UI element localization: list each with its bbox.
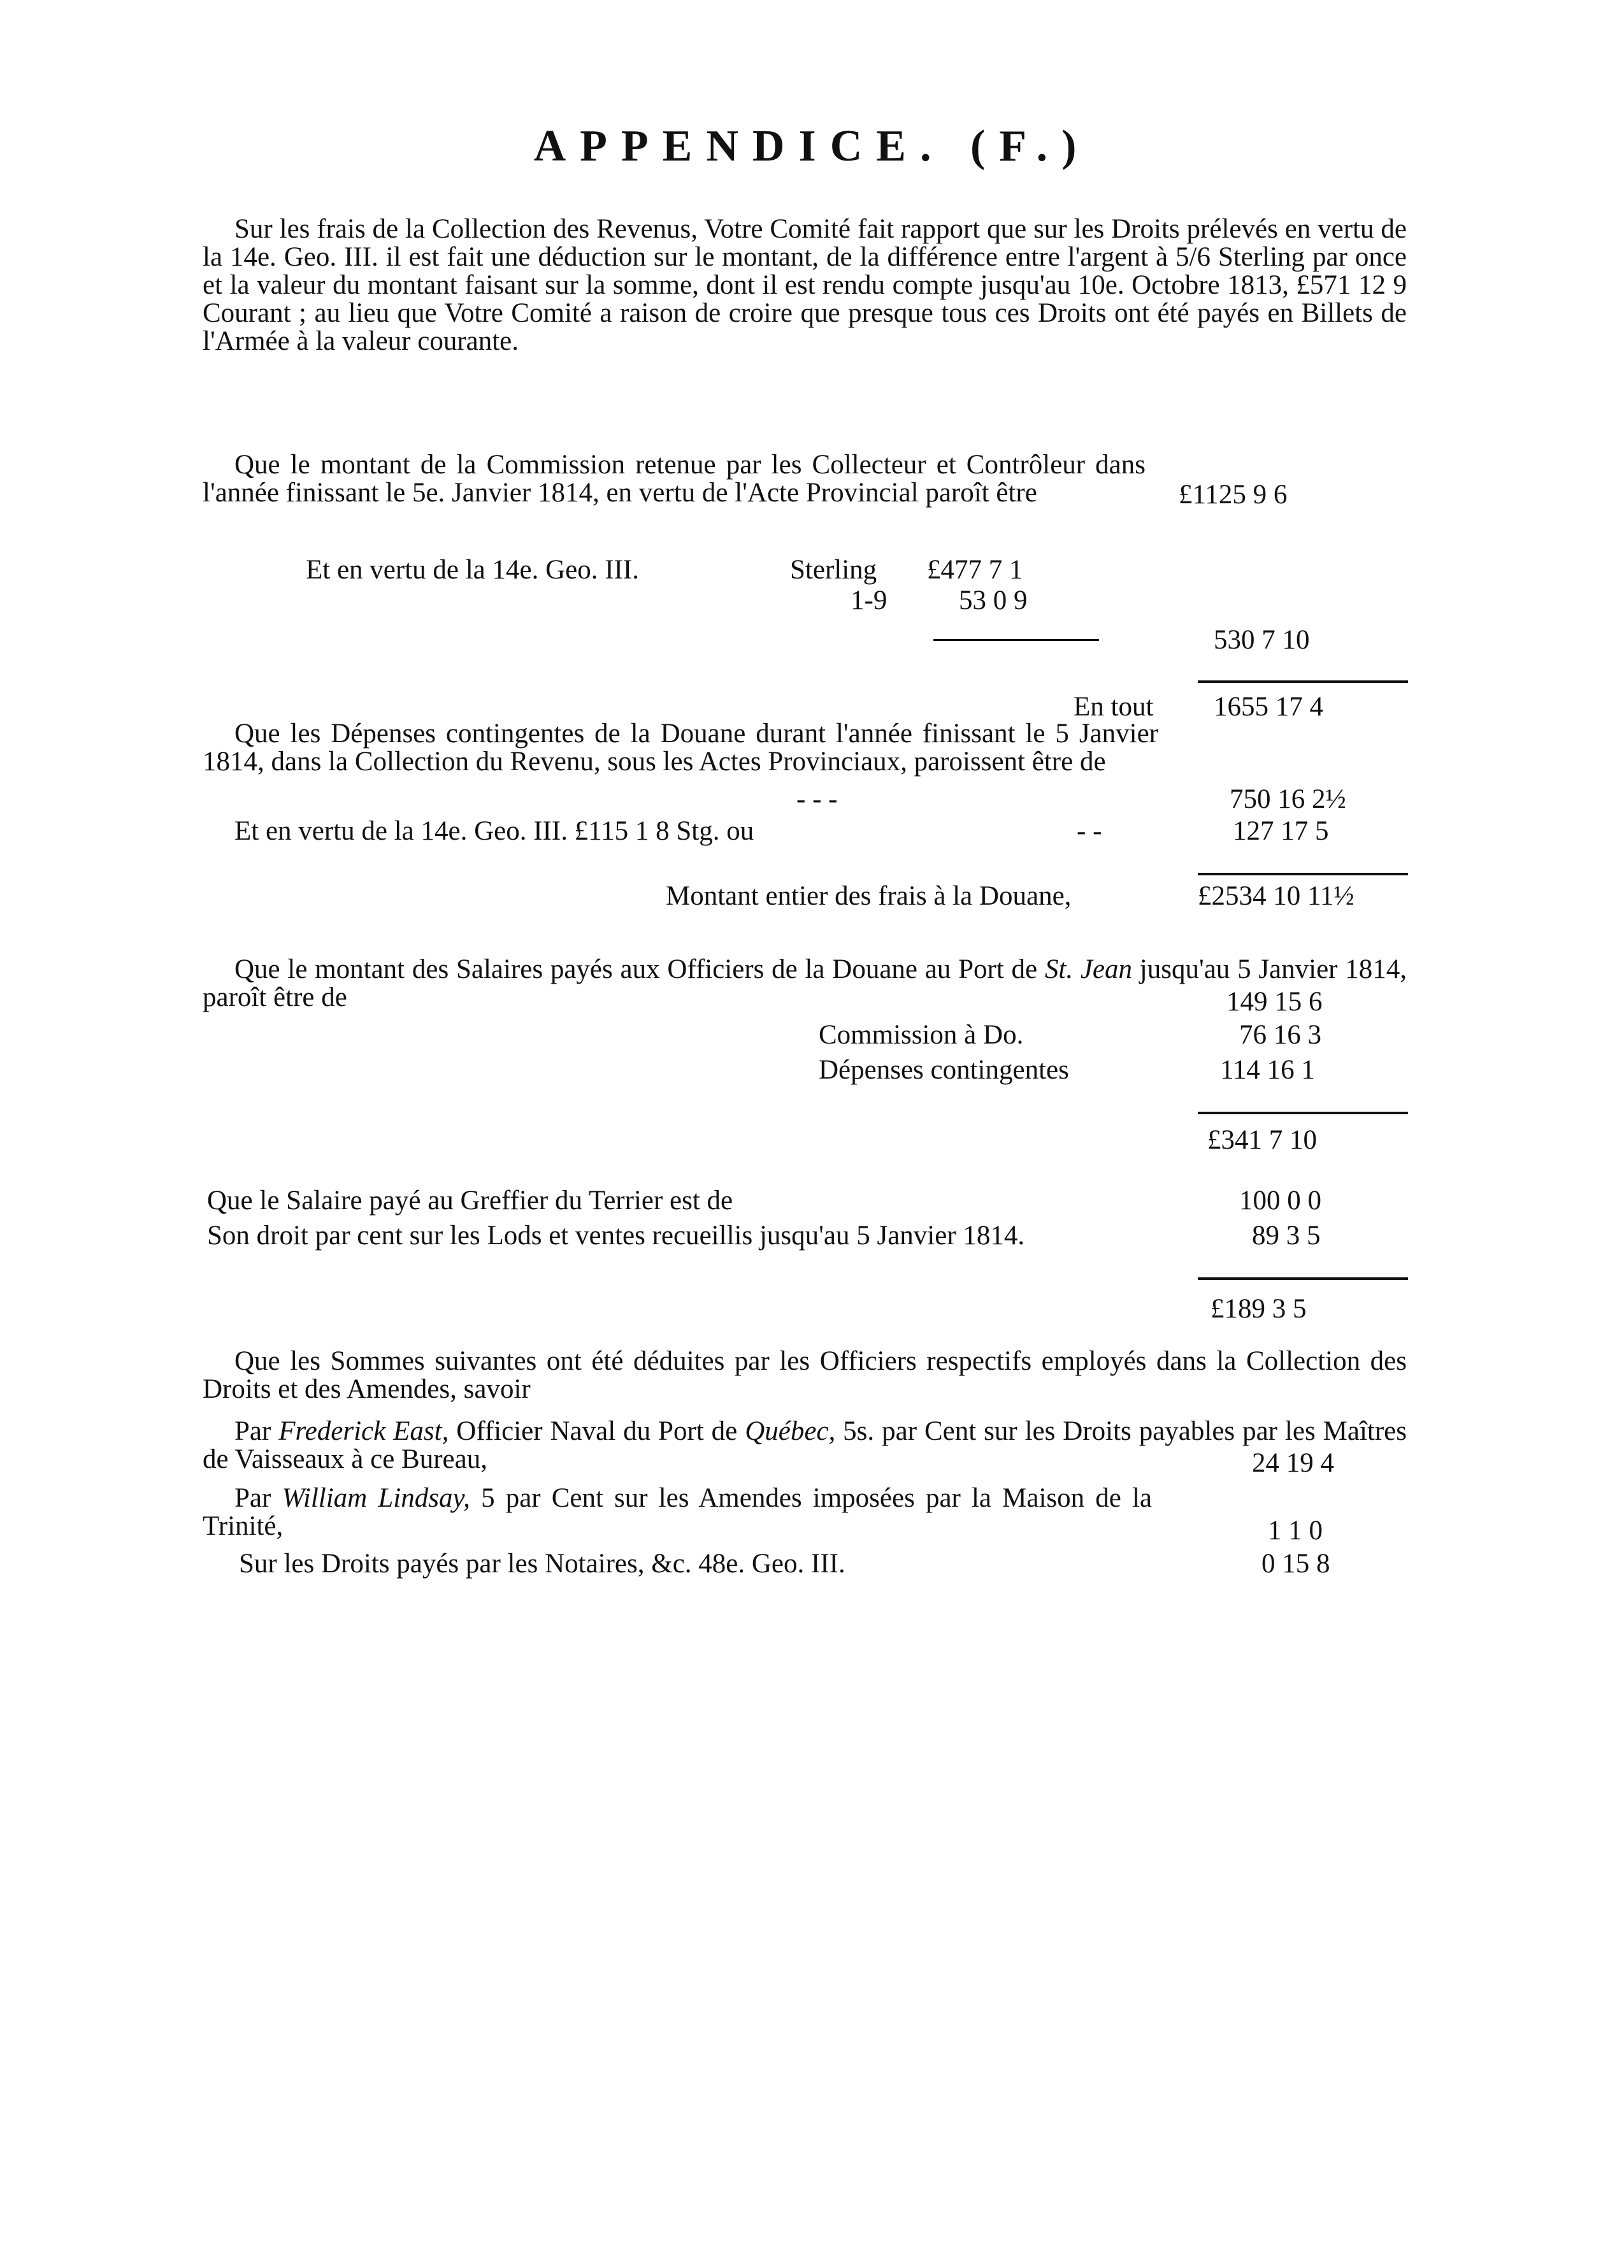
east-amount: 24 19 4	[1252, 1448, 1334, 1478]
stjean-commission-amount: 76 16 3	[1239, 1020, 1321, 1050]
contingent-geo-dashes: - -	[1077, 816, 1102, 846]
commission-geo-label: Et en vertu de la 14e. Geo. III.	[306, 555, 639, 585]
stjean-text-pre: Que le montant des Salaires payés aux Officiers de la Douane au Port de	[234, 954, 1045, 984]
contingent-total-label: Montant entier des frais à la Douane,	[666, 881, 1072, 911]
terrier-amount1: 100 0 0	[1239, 1186, 1321, 1216]
commission-ninth-label: 1-9	[851, 585, 887, 615]
page-title: APPENDICE. (F.)	[533, 122, 1091, 171]
commission-total: 1655 17 4	[1214, 692, 1323, 722]
rule-contingent-total	[1198, 873, 1408, 875]
rule-stjean-total	[1198, 1112, 1408, 1114]
lindsay-amount: 1 1 0	[1268, 1516, 1323, 1546]
commission-paragraph: Que le montant de la Commission retenue par les Collecteur et Contrôleur dans l'année finissant le 5e. Janvier 1814, en vertu de l'Acte Provincial paroît être	[203, 450, 1146, 508]
notaires-amount: 0 15 8	[1261, 1549, 1330, 1579]
east-name: Frederick East,	[278, 1416, 449, 1446]
stjean-text-post: jusqu'au 5 Janvier 1814, paroît être de	[203, 954, 1407, 1012]
stjean-amount: 149 15 6	[1226, 987, 1323, 1017]
contingent-paragraph: Que les Dépenses contingentes de la Douane durant l'année finissant le 5 Janvier 1814, dans la Collection du Revenu, sous les Actes Provinciaux, paroissent être de	[203, 719, 1158, 777]
stjean-contingent-label: Dépenses contingentes	[819, 1055, 1069, 1085]
rule-commission-total	[1198, 680, 1408, 683]
rule-commission-sub	[933, 639, 1099, 641]
commission-sterling-amount: £477 7 1	[927, 555, 1023, 585]
lindsay-name: William Lindsay,	[282, 1483, 470, 1513]
intro-paragraph: Sur les frais de la Collection des Revenus, Votre Comité fait rapport que sur les Droits prélevés en vertu de la 14e. Geo. III. il est fait une déduction sur le montant, de la différence entre l'argent à 5/6 Sterling par once et la valeur du montant faisant sur la somme, dont il est rendu compte jusqu'au 10e. Octobre 1813, £571 12 9 Courant ; au lieu que Votre Comité a raison de croire que presque tous ces Droits ont été payés en Billets de l'Armée à la valeur courante.	[203, 214, 1407, 356]
contingent-geo-amount: 127 17 5	[1233, 816, 1329, 846]
east-post: 5s. par Cent sur les Droits payables par les Maîtres de Vaisseaux à ce Bureau,	[203, 1416, 1407, 1474]
terrier-total: £189 3 5	[1211, 1294, 1307, 1324]
contingent-total: £2534 10 11½	[1198, 881, 1355, 911]
commission-ninth-amount: 53 0 9	[959, 585, 1028, 615]
stjean-place: St. Jean	[1044, 954, 1133, 984]
terrier-amount2: 89 3 5	[1252, 1221, 1321, 1251]
east-pre: Par	[234, 1416, 279, 1446]
commission-subtotal: 530 7 10	[1214, 625, 1310, 655]
stjean-commission-label: Commission à Do.	[819, 1020, 1024, 1050]
commission-total-label: En tout	[1074, 692, 1154, 722]
deductions-paragraph: Que les Sommes suivantes ont été déduites par les Officiers respectifs employés dans la Collection des Droits et des Amendes, savoir	[203, 1346, 1407, 1404]
commission-amount: £1125 9 6	[1179, 480, 1288, 510]
deductions-east	[203, 1418, 1407, 1474]
lindsay-post: 5 par Cent sur les Amendes imposées par la Maison de la Trinité,	[203, 1483, 1152, 1541]
east-place: Québec,	[745, 1416, 836, 1446]
terrier-line1: Que le Salaire payé au Greffier du Terrier est de	[207, 1186, 733, 1216]
east-mid: Officier Naval du Port de	[449, 1416, 745, 1446]
terrier-line2: Son droit par cent sur les Lods et ventes recueillis jusqu'au 5 Janvier 1814.	[207, 1221, 1025, 1251]
notaires-line: Sur les Droits payés par les Notaires, &c. 48e. Geo. III.	[239, 1549, 845, 1579]
contingent-geo-text: Et en vertu de la 14e. Geo. III. £115 1 8 Stg. ou	[234, 816, 754, 846]
stjean-contingent-amount: 114 16 1	[1220, 1055, 1315, 1085]
contingent-amount: 750 16 2½	[1230, 784, 1346, 814]
lindsay-pre: Par	[234, 1483, 282, 1513]
contingent-dashes: - - -	[796, 784, 838, 814]
commission-sterling-label: Sterling	[790, 555, 877, 585]
deductions-lindsay	[203, 1484, 1152, 1540]
rule-terrier-total	[1198, 1277, 1408, 1280]
stjean-total: £341 7 10	[1207, 1125, 1317, 1155]
